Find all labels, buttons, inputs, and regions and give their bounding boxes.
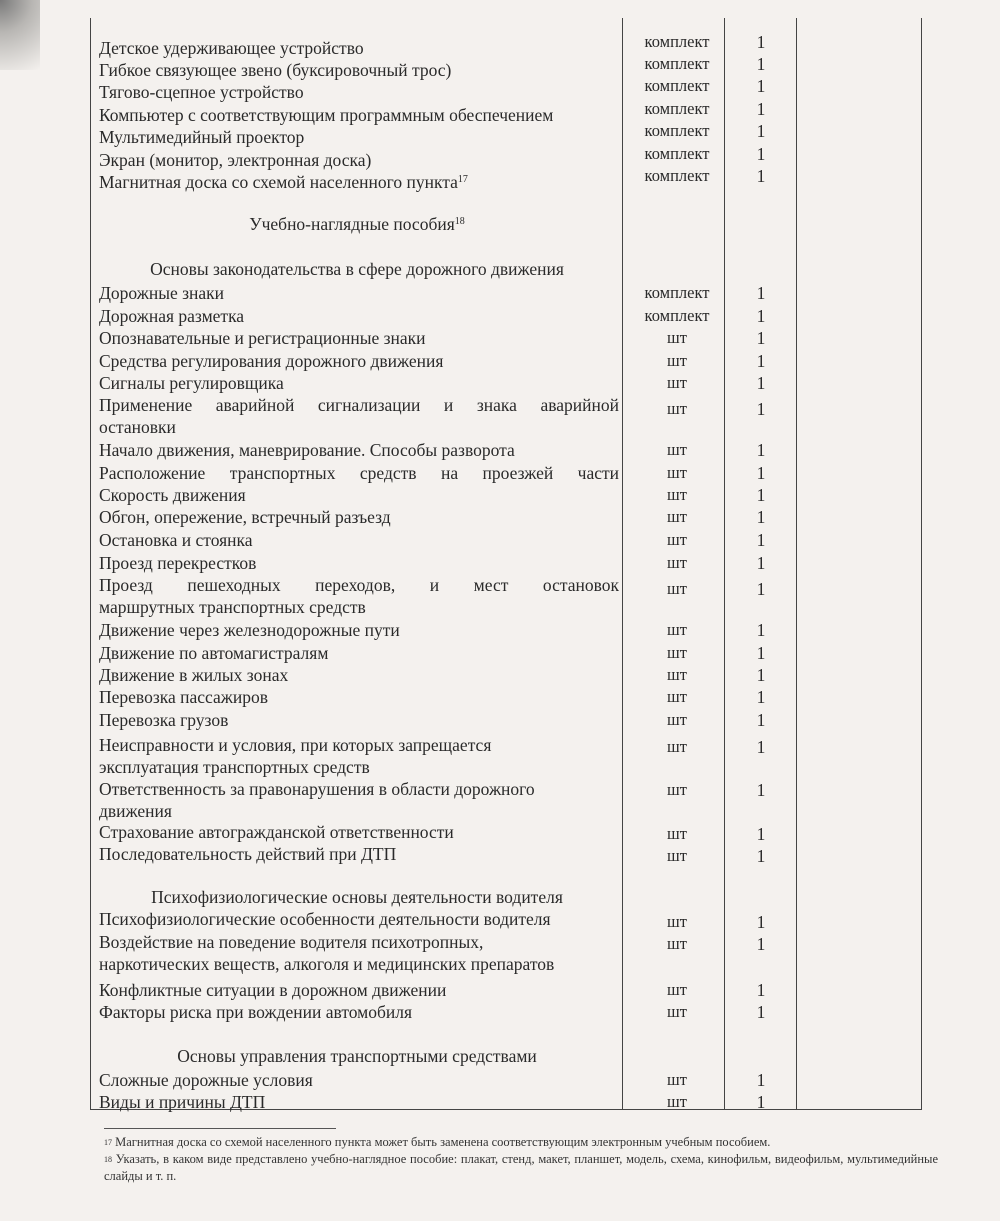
table-row [91,619,921,641]
item-name [99,664,619,686]
table-row [91,327,921,349]
item-name-continuation: остановки [99,417,176,437]
table-row [91,642,921,664]
table-row [91,282,921,304]
item-name [99,821,619,843]
item-name [99,843,619,865]
table-row [91,821,921,843]
item-quantity: 1 [756,144,766,164]
item-quantity: 1 [756,463,766,483]
item-quantity: 1 [756,780,766,800]
item-name [99,81,619,103]
item-name-line: Воздействие на поведение водителя психотропных, [99,932,484,952]
item-name [99,59,619,81]
item-unit: шт [667,665,687,684]
item-name-line: Расположение транспортных средств на проезжей части [99,463,619,483]
item-unit: комплект [644,121,710,140]
item-name-continuation: наркотических веществ, алкоголя и медицинских препаратов [99,954,555,974]
item-unit: комплект [644,32,710,51]
table-row [91,529,921,551]
item-quantity: 1 [756,485,766,505]
item-quantity: 1 [756,1002,766,1022]
item-name-line: Конфликтные ситуации в дорожном движении [99,980,447,1000]
item-name [99,305,619,327]
item-name-line: Ответственность за правонарушения в области дорожного [99,779,535,799]
item-quantity: 1 [756,1092,766,1112]
item-quantity: 1 [756,283,766,303]
item-quantity: 1 [756,620,766,640]
item-quantity: 1 [756,166,766,186]
item-name-line: Компьютер с соответствующим программным обеспечением [99,105,554,125]
item-name [99,552,619,574]
item-unit: шт [667,846,687,865]
table-row [91,1091,921,1113]
item-name-line: Перевозка пассажиров [99,687,268,707]
item-name [99,734,619,756]
item-name-line: Виды и причины ДТП [99,1092,266,1112]
item-quantity: 1 [756,507,766,527]
table-row [91,439,921,461]
footnote-separator [104,1128,336,1129]
item-unit: шт [667,737,687,756]
section-title: Учебно-наглядные пособия [249,214,455,234]
item-quantity: 1 [756,846,766,866]
item-quantity: 1 [756,32,766,52]
table-row [91,305,921,327]
item-name [99,126,619,148]
footnote-number: 18 [104,1155,112,1164]
section-title: Основы управления транспортными средствами [177,1046,537,1066]
item-name [99,462,619,484]
item-unit: шт [667,620,687,639]
table-row [91,54,921,81]
item-name [99,372,619,394]
table-row [91,484,921,506]
item-name-line: Движение через железнодорожные пути [99,620,400,640]
table-row [91,686,921,708]
table-row [91,144,921,171]
footnote-number: 17 [104,1138,112,1147]
table-row [91,552,921,574]
item-name-line: Сигналы регулировщика [99,373,284,393]
item-name-continuation: эксплуатация транспортных средств [99,757,370,777]
table-row [91,778,921,822]
item-quantity: 1 [756,687,766,707]
section-title: Психофизиологические основы деятельности водителя [151,887,563,907]
item-quantity: 1 [756,399,766,419]
item-quantity: 1 [756,99,766,119]
item-unit: шт [667,643,687,662]
item-unit: комплект [644,144,710,163]
section-heading [91,1045,623,1067]
item-name-line: Средства регулирования дорожного движения [99,351,444,371]
item-unit: шт [667,399,687,418]
item-unit: шт [667,328,687,347]
item-unit: шт [667,1002,687,1021]
section-heading [91,213,623,235]
item-unit: шт [667,1092,687,1111]
item-name [99,709,619,731]
item-quantity: 1 [756,121,766,141]
item-unit: комплект [644,166,710,185]
item-unit: шт [667,934,687,953]
item-quantity: 1 [756,54,766,74]
item-unit: шт [667,687,687,706]
item-unit: шт [667,710,687,729]
item-quantity: 1 [756,76,766,96]
table-row [91,1069,921,1091]
item-name-line: Обгон, опережение, встречный разъезд [99,507,391,527]
table-row [91,664,921,686]
item-name-line: Опознавательные и регистрационные знаки [99,328,426,348]
section-heading [91,886,623,908]
item-unit: шт [667,373,687,392]
item-name-line: Проезд перекрестков [99,553,257,573]
table-row [91,350,921,372]
item-unit: шт [667,440,687,459]
item-unit: шт [667,980,687,999]
item-unit: комплект [644,99,710,118]
footnote-text: Магнитная доска со схемой населенного пункта может быть заменена соответствующим электронным учебным пособием. [115,1135,771,1149]
table-row [91,709,921,731]
item-quantity: 1 [756,912,766,932]
table-row [91,506,921,528]
item-name [99,1001,619,1023]
item-name [99,619,619,641]
item-name-line: Психофизиологические особенности деятельности водителя [99,909,551,929]
item-name [99,282,619,304]
item-quantity: 1 [756,665,766,685]
table-row [91,843,921,865]
item-quantity: 1 [756,579,766,599]
footnotes [104,1134,938,1185]
item-name-line: Применение аварийной сигнализации и знака аварийной [99,395,619,415]
footnote-text: Указать, в каком виде представлено учебно-наглядное пособие: плакат, стенд, макет, планшет, модель, схема, кинофильм, видеофильм, мультимедийные слайды и т. п. [104,1152,939,1183]
item-name [99,642,619,664]
item-unit: шт [667,824,687,843]
table-rows [91,18,921,1112]
item-name-line: Экран (монитор, электронная доска) [99,150,372,170]
item-unit: шт [667,530,687,549]
item-quantity: 1 [756,1070,766,1090]
item-name-line: Неисправности и условия, при которых запрещается [99,735,492,755]
item-name-line: Скорость движения [99,485,246,505]
item-unit: шт [667,912,687,931]
item-name-line: Движение в жилых зонах [99,665,289,685]
item-name-line: Гибкое связующее звено (буксировочный трос) [99,60,452,80]
item-quantity: 1 [756,553,766,573]
item-name-line: Мультимедийный проектор [99,127,305,147]
item-name [99,171,619,193]
scan-edge-shadow [0,0,40,70]
item-name-line: Детское удерживающее устройство [99,38,364,58]
item-unit: шт [667,1070,687,1089]
item-unit: шт [667,780,687,799]
item-name [99,327,619,349]
item-name-line: Последовательность действий при ДТП [99,844,397,864]
item-name [99,1069,619,1091]
item-unit: комплект [644,283,710,302]
item-name [99,778,619,800]
table-row [91,734,921,778]
item-name [99,484,619,506]
table-row [91,394,921,438]
table-row [91,931,921,975]
item-name [99,506,619,528]
item-name-line: Дорожные знаки [99,283,225,303]
item-name [99,104,619,126]
table-row [91,166,921,193]
item-name-continuation: маршрутных транспортных средств [99,597,366,617]
item-unit: шт [667,507,687,526]
item-unit: комплект [644,76,710,95]
item-name-line: Начало движения, маневрирование. Способы разворота [99,440,515,460]
footnote-ref: 17 [457,174,468,185]
item-name-line: Остановка и стоянка [99,530,253,550]
footnote-ref: 18 [454,216,465,227]
item-unit: комплект [644,54,710,73]
item-name [99,37,619,59]
item-name [99,1091,619,1113]
item-name [99,529,619,551]
item-unit: шт [667,351,687,370]
item-name-line: Факторы риска при вождении автомобиля [99,1002,413,1022]
table-row [91,76,921,103]
item-name-line: Страхование автогражданской ответственности [99,822,454,842]
item-name [99,350,619,372]
item-quantity: 1 [756,737,766,757]
item-name-line: Дорожная разметка [99,306,245,326]
item-name [99,439,619,461]
table-row [91,574,921,618]
footnote-17 [104,1134,938,1151]
item-quantity: 1 [756,710,766,730]
item-name [99,149,619,171]
item-name-line: Сложные дорожные условия [99,1070,313,1090]
item-name [99,394,619,416]
table-row [91,372,921,394]
section-heading [91,258,623,280]
item-unit: комплект [644,306,710,325]
section-title: Основы законодательства в сфере дорожного движения [150,259,564,279]
item-quantity: 1 [756,643,766,663]
item-name-line: Перевозка грузов [99,710,229,730]
item-name [99,908,619,930]
item-name [99,574,619,596]
item-name [99,931,619,953]
item-name [99,686,619,708]
item-name-line: Проезд пешеходных переходов, и мест остановок [99,575,619,595]
table-row [91,121,921,148]
item-quantity: 1 [756,440,766,460]
item-quantity: 1 [756,824,766,844]
table-row [91,1001,921,1023]
item-quantity: 1 [756,328,766,348]
item-quantity: 1 [756,306,766,326]
table-row [91,462,921,484]
item-name-line: Магнитная доска со схемой населенного пункта [99,172,458,192]
item-quantity: 1 [756,351,766,371]
item-name-continuation: движения [99,801,172,821]
table-row [91,979,921,1001]
footnote-18 [104,1151,938,1185]
table-row [91,99,921,126]
item-unit: шт [667,485,687,504]
item-name [99,979,619,1001]
table-row [91,908,921,930]
item-quantity: 1 [756,980,766,1000]
item-unit: шт [667,579,687,598]
equipment-table [90,18,922,1110]
item-unit: шт [667,463,687,482]
item-name-line: Движение по автомагистралям [99,643,329,663]
table-row [91,32,921,59]
item-name-line: Тягово-сцепное устройство [99,82,304,102]
item-quantity: 1 [756,530,766,550]
item-quantity: 1 [756,373,766,393]
item-quantity: 1 [756,934,766,954]
item-unit: шт [667,553,687,572]
